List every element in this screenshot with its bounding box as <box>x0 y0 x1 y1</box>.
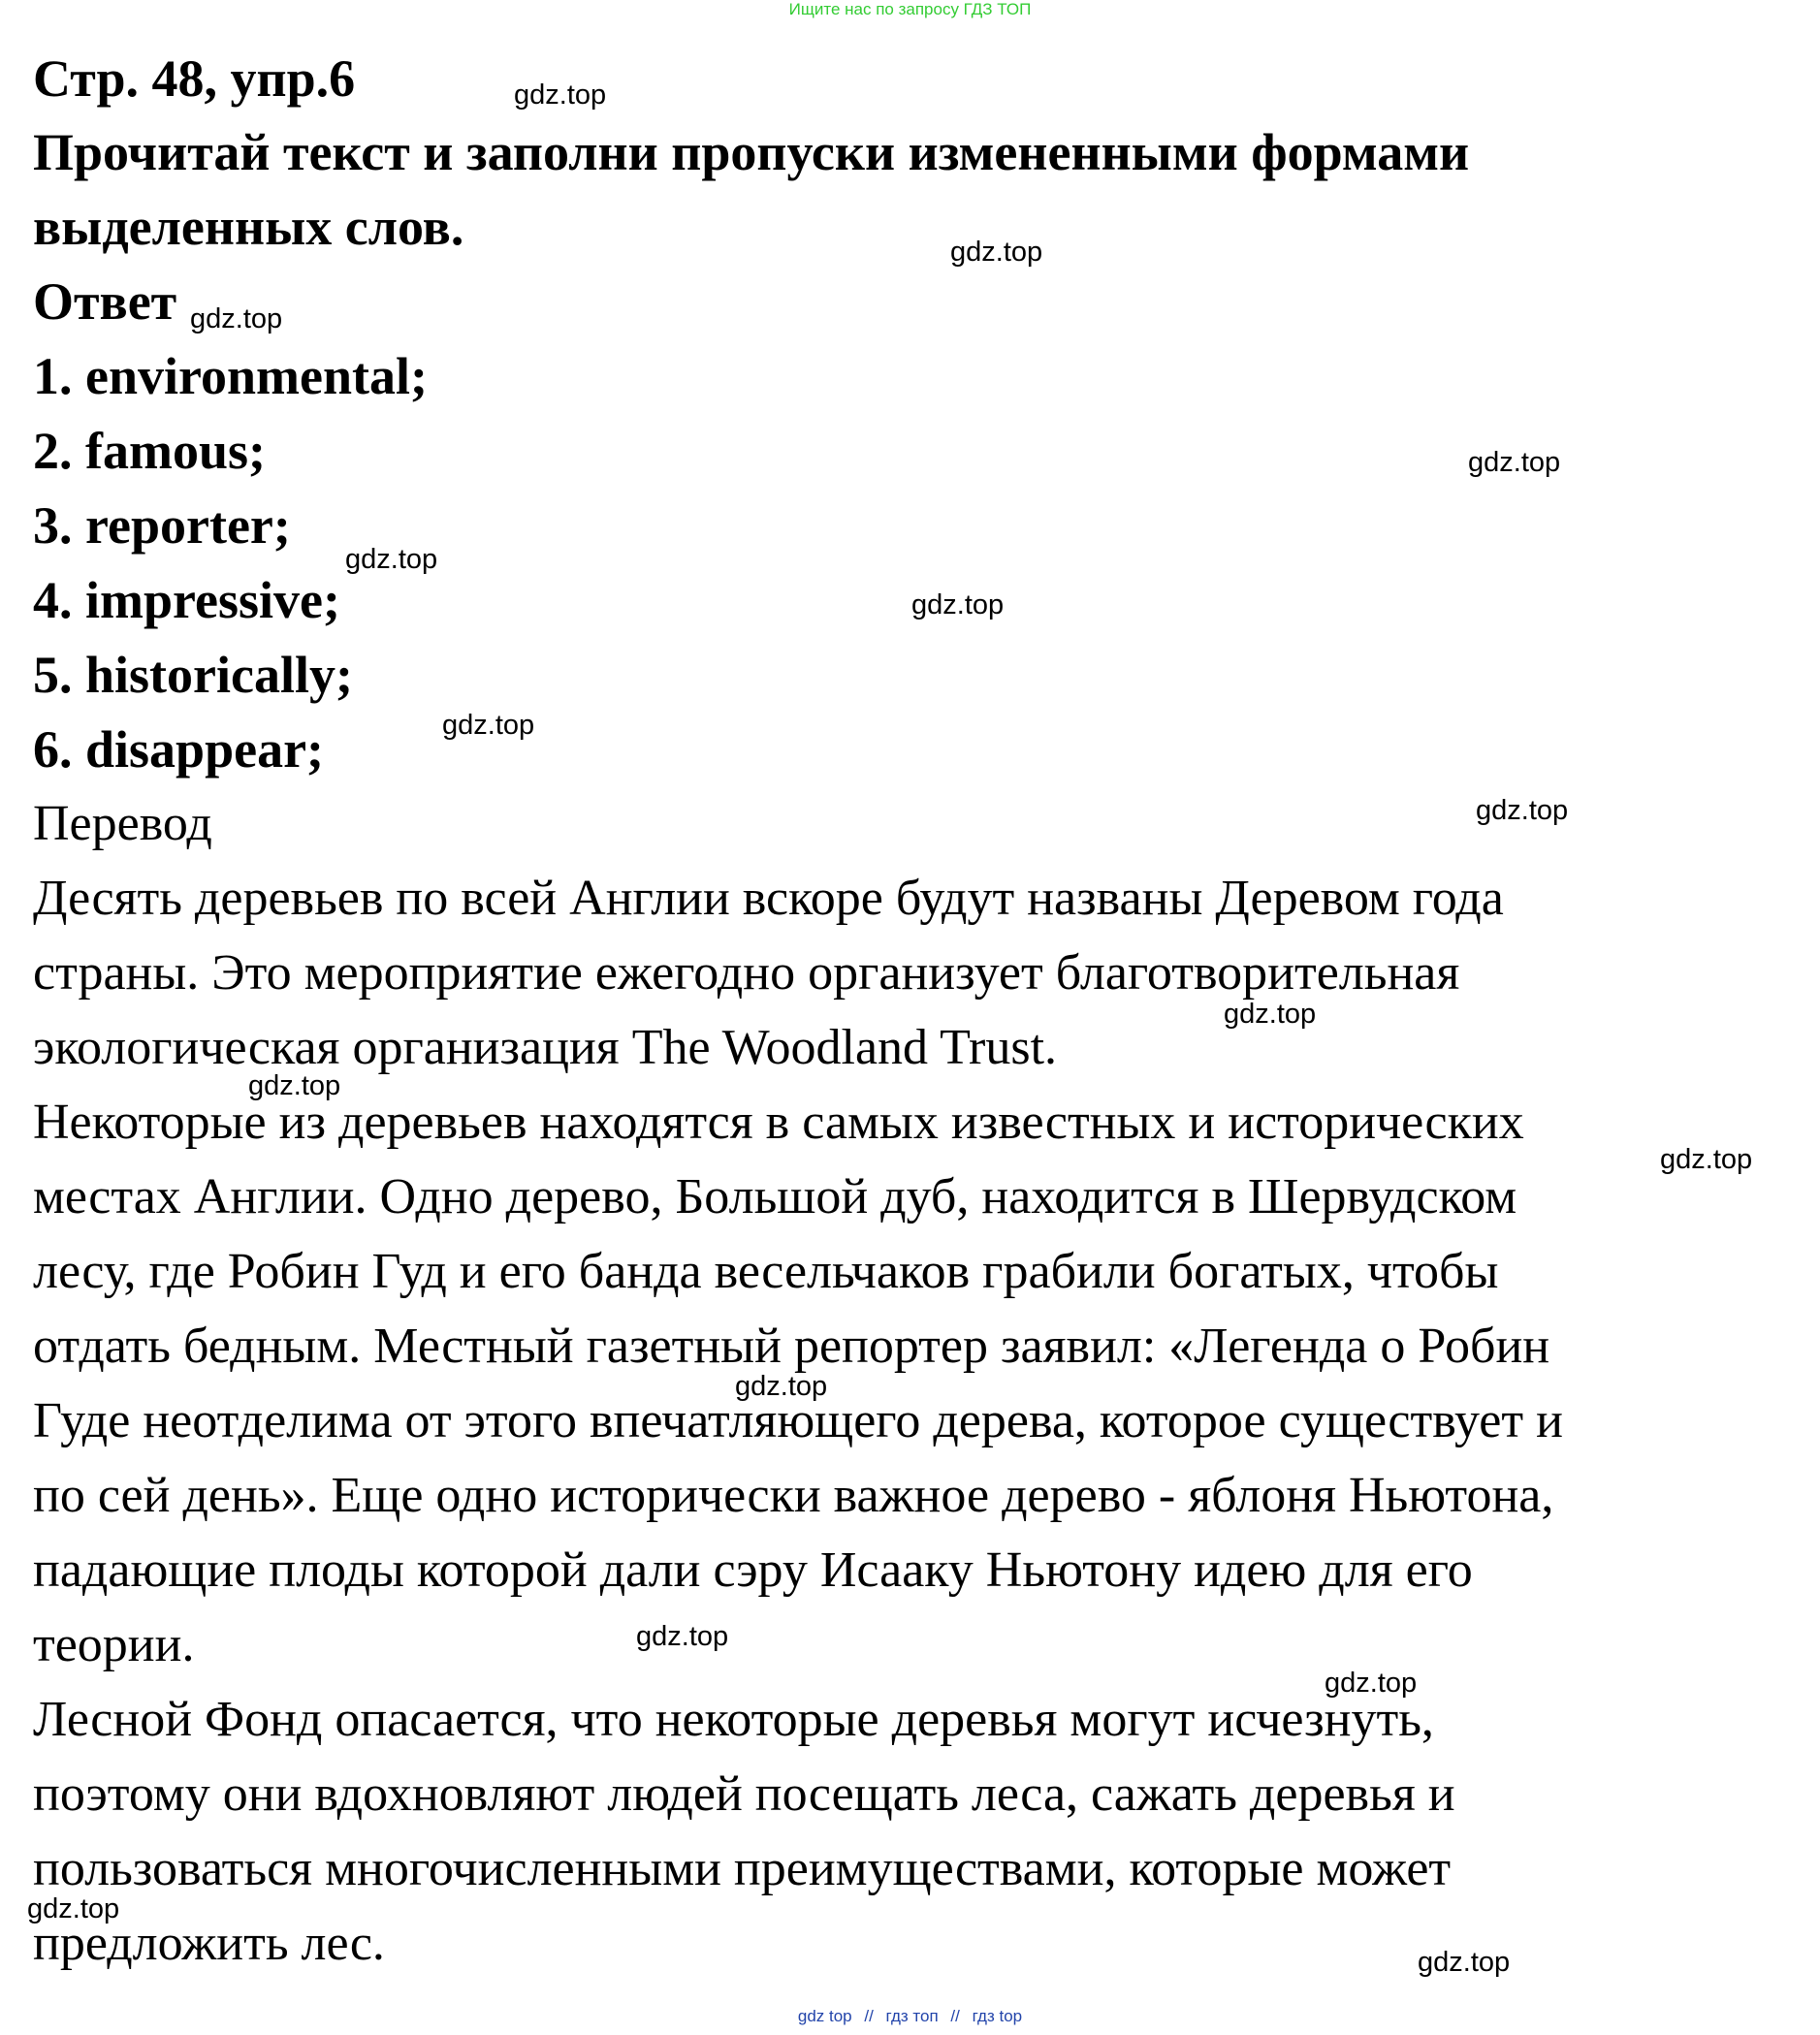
translation-line: поэтому они вдохновляют людей посещать леса, сажать деревья и <box>33 1766 1455 1822</box>
translation-line: падающие плоды которой дали сэру Исааку Ньютону идею для его <box>33 1542 1473 1598</box>
page-reference: Стр. 48, упр.6 <box>33 49 356 108</box>
task-instruction-line-2: выделенных слов. <box>33 198 464 256</box>
translation-line: пользоваться многочисленными преимуществами, которые может <box>33 1841 1452 1896</box>
watermark: gdz.top <box>190 303 283 334</box>
translation-line: страны. Это мероприятие ежегодно организует благотворительная <box>33 945 1460 1001</box>
watermark: gdz.top <box>1224 999 1317 1030</box>
watermark: gdz.top <box>345 544 438 575</box>
translation-line: отдать бедным. Местный газетный репортер заявил: «Легенда о Робин <box>33 1319 1550 1374</box>
watermark: gdz.top <box>1468 447 1561 478</box>
answer-label: Ответ <box>33 272 177 331</box>
watermark: gdz.top <box>514 79 607 111</box>
watermark: gdz.top <box>911 589 1005 620</box>
translation-line: местах Англии. Одно дерево, Большой дуб, находится в Шервудском <box>33 1169 1517 1224</box>
translation-line: предложить лес. <box>33 1916 385 1971</box>
translation-line: экологическая организация The Woodland Trust. <box>33 1020 1058 1075</box>
translation-line: Некоторые из деревьев находятся в самых известных и исторических <box>33 1095 1524 1150</box>
watermark: gdz.top <box>27 1893 120 1924</box>
watermark: gdz.top <box>1660 1144 1753 1175</box>
watermark: gdz.top <box>442 710 535 741</box>
answer-item: 6. disappear; <box>33 720 325 779</box>
watermark: gdz.top <box>735 1371 828 1402</box>
translation-label: Перевод <box>33 796 212 851</box>
answer-item: 1. environmental; <box>33 347 428 405</box>
translation-line: лесу, где Робин Гуд и его банда весельчаков грабили богатых, чтобы <box>33 1244 1499 1299</box>
answer-item: 4. impressive; <box>33 571 340 629</box>
task-instruction-line-1: Прочитай текст и заполни пропуски измененными формами <box>33 123 1470 181</box>
footer-links <box>0 2007 1820 2026</box>
footer-separator: // <box>950 2007 960 2025</box>
answer-item: 5. historically; <box>33 646 353 704</box>
watermark: gdz.top <box>950 237 1043 268</box>
translation-line: теории. <box>33 1617 195 1672</box>
watermark: gdz.top <box>1476 795 1569 826</box>
answer-item: 3. reporter; <box>33 496 291 555</box>
answer-item: 2. famous; <box>33 422 266 480</box>
translation-line: Десять деревьев по всей Англии вскоре будут названы Деревом года <box>33 871 1504 926</box>
watermark: gdz.top <box>1418 1947 1511 1978</box>
translation-line: Гуде неотделима от этого впечатляющего дерева, которое существует и <box>33 1393 1563 1448</box>
footer-link[interactable]: гдз топ <box>885 2007 939 2025</box>
watermark: gdz.top <box>248 1070 341 1101</box>
footer-link[interactable]: гдз top <box>972 2007 1023 2025</box>
footer-separator: // <box>864 2007 874 2025</box>
watermark: gdz.top <box>636 1621 729 1652</box>
translation-line: по сей день». Еще одно исторически важное дерево - яблоня Ньютона, <box>33 1468 1554 1523</box>
watermark: gdz.top <box>1325 1668 1418 1699</box>
top-banner: Ищите нас по запросу ГДЗ ТОП <box>788 0 1032 18</box>
footer-link[interactable]: gdz top <box>797 2007 852 2025</box>
translation-line: Лесной Фонд опасается, что некоторые деревья могут исчезнуть, <box>33 1692 1434 1747</box>
